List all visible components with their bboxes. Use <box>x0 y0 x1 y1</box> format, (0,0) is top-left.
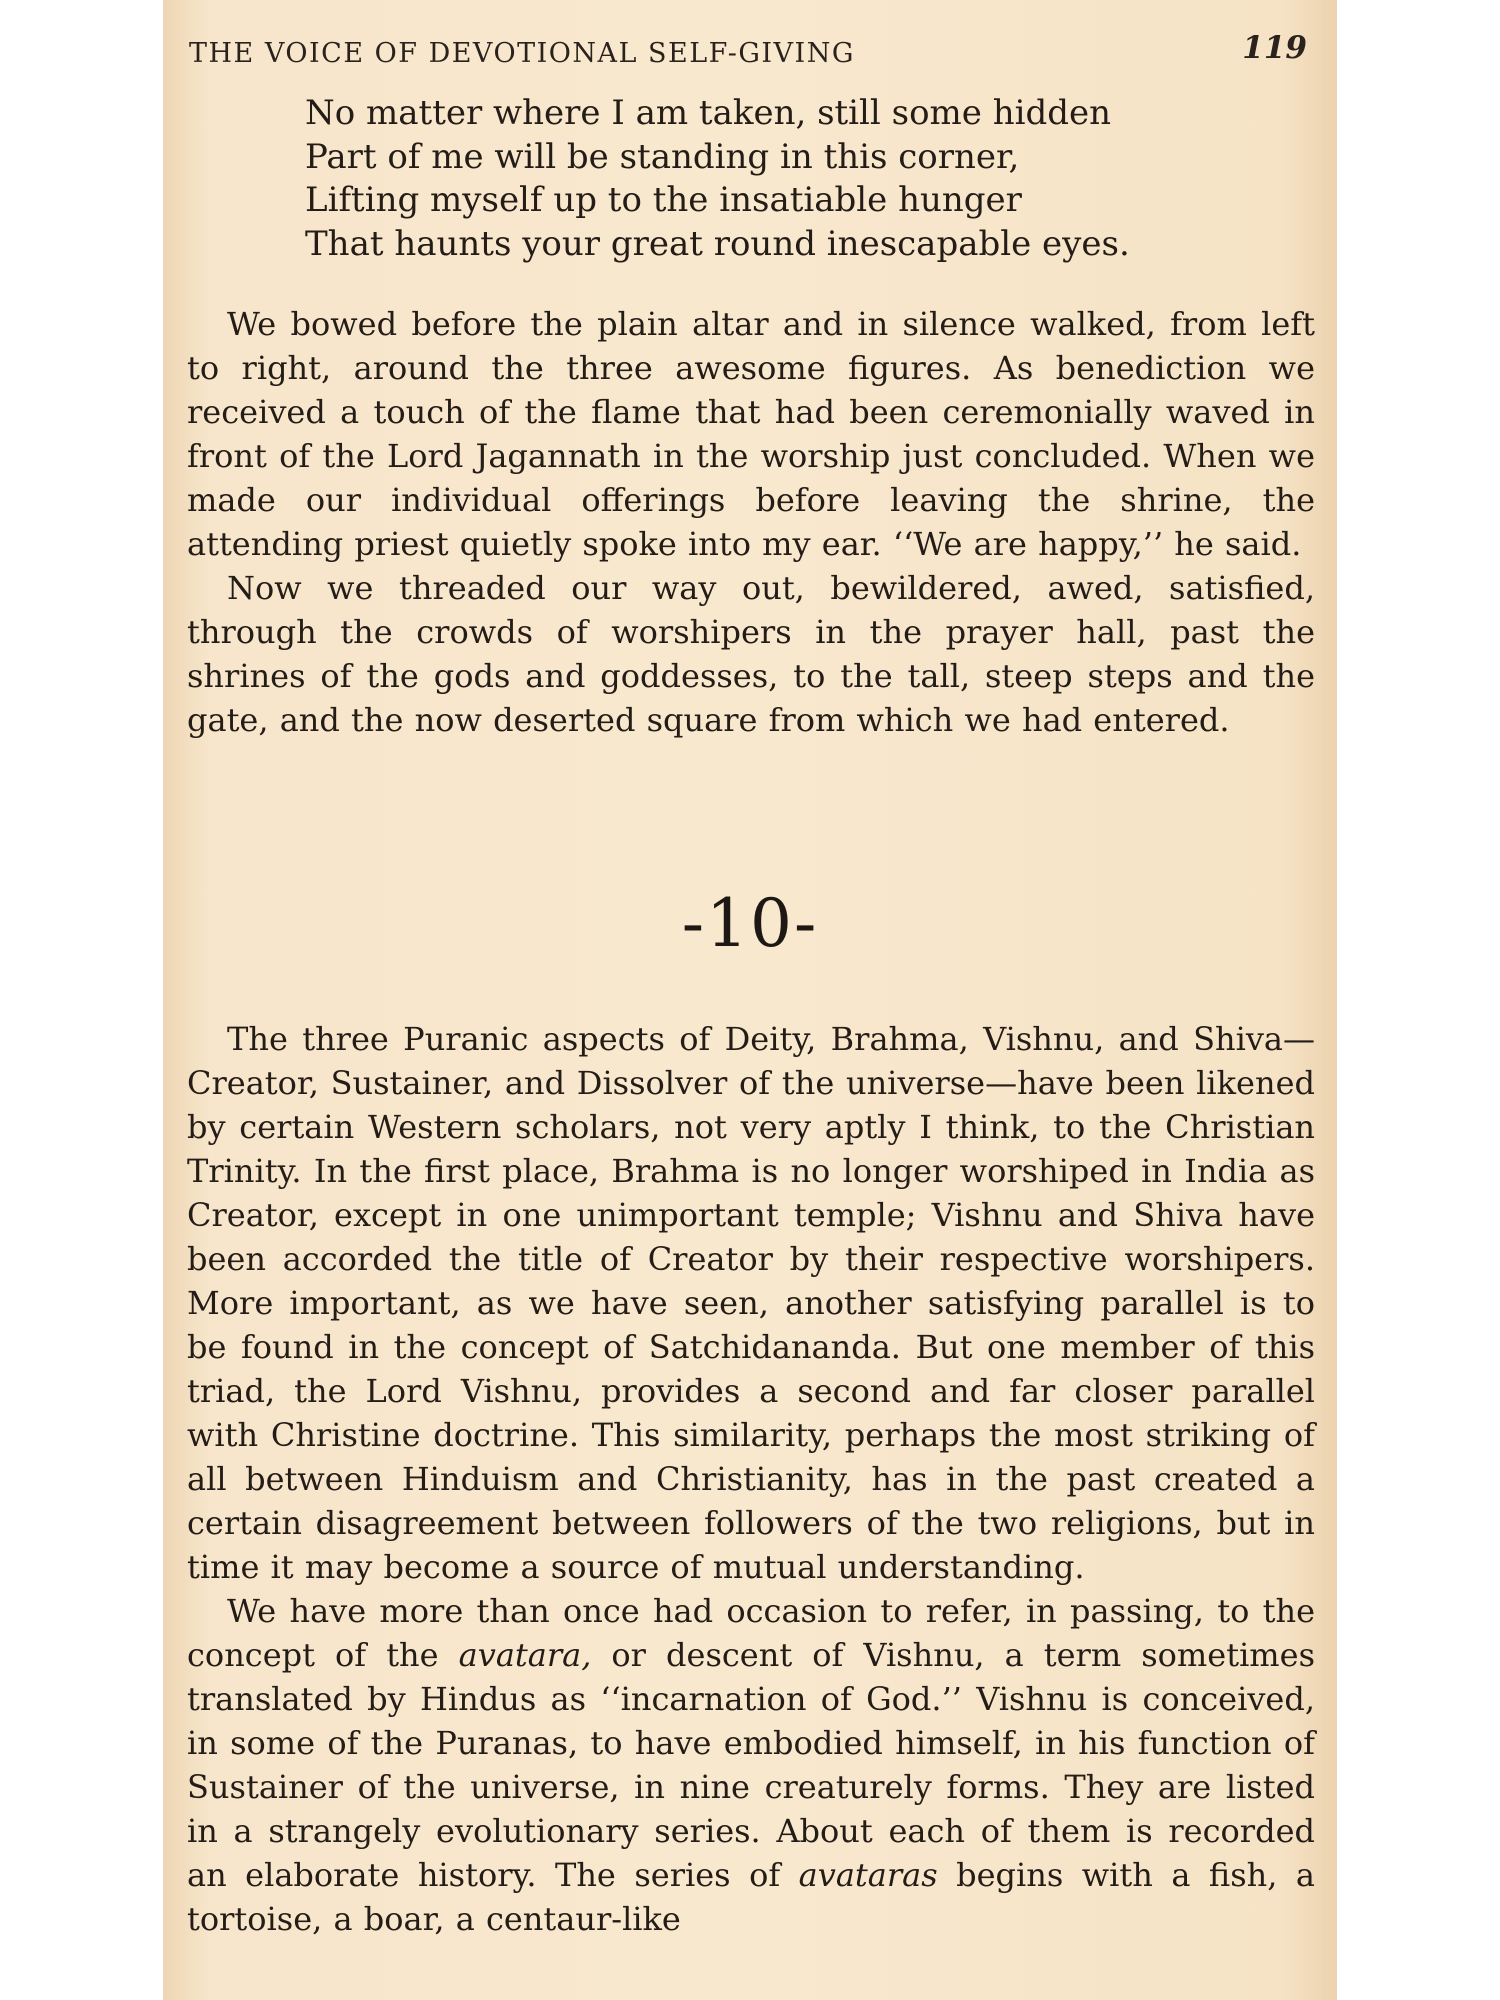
running-head: THE VOICE OF DEVOTIONAL SELF-GIVING <box>189 38 855 69</box>
verse-line: That haunts your great round inescapable eyes. <box>305 223 1130 264</box>
page-number: 119 <box>1242 30 1307 66</box>
verse-line: No matter where I am taken, still some hidden <box>305 93 1112 133</box>
chapter-number: -10- <box>681 885 819 962</box>
paragraph: We bowed before the plain altar and in silence walked, from left to right, around the three awesome figures. As benediction we received a touch of the flame that had been ceremonially waved in front of the Lord Jagannath in the worship just concluded. When we made our individual offerings before leaving the shrine, the attending priest quietly spoke into my ear. ‘‘We are happy,’’ he said. <box>187 305 1315 563</box>
paragraph <box>187 1589 1315 1941</box>
book-page <box>163 0 1337 2000</box>
italic-term: avatara, <box>458 1636 592 1674</box>
text-block-chapter-10 <box>187 1017 1315 1941</box>
paragraph: The three Puranic aspects of Deity, Brahma, Vishnu, and Shiva—Creator, Sustainer, and Dissolver of the universe—have been likened by certain Western scholars, not very aptly I think, to the Christian Trinity. In the first place, Brahma is no longer worshiped in India as Creator, except in one unimportant temple; Vishnu and Shiva have been accorded the title of Creator by their respective worshipers. More important, as we have seen, another satisfying parallel is to be found in the concept of Satchidananda. But one member of this triad, the Lord Vishnu, provides a second and far closer parallel with Christine doctrine. This similarity, perhaps the most striking of all between Hinduism and Christianity, has in the past created a certain disagreement between followers of the two religions, but in time it may become a source of mutual understanding. <box>187 1020 1315 1586</box>
poem-verse <box>305 92 1265 266</box>
verse-line: Lifting myself up to the insatiable hunger <box>305 180 1022 220</box>
text-block-before-chapter <box>187 302 1315 742</box>
italic-term: avataras <box>798 1856 938 1894</box>
paragraph: Now we threaded our way out, bewildered, awed, satisfied, through the crowds of worshipers in the prayer hall, past the shrines of the gods and goddesses, to the tall, steep steps and the gate, and the now deserted square from which we had entered. <box>187 569 1315 739</box>
paragraph-text: We have more than once had occasion to refer, in passing, to the concept of the <box>187 1592 1315 1674</box>
verse-line: Part of me will be standing in this corner, <box>305 136 1020 177</box>
page-header <box>189 30 1307 70</box>
paragraph-text: begins with a fish, a tortoise, a boar, a centaur-like <box>187 1856 1316 1938</box>
paragraph-text: or descent of Vishnu, a term sometimes translated by Hindus as ‘‘incarnation of God.’’ Vishnu is conceived, in some of the Puranas, to have embodied himself, in his function of Sustainer of the universe, in nine creaturely forms. They are listed in a strangely evolutionary series. About each of them is recorded an elaborate history. The series of <box>187 1636 1316 1894</box>
